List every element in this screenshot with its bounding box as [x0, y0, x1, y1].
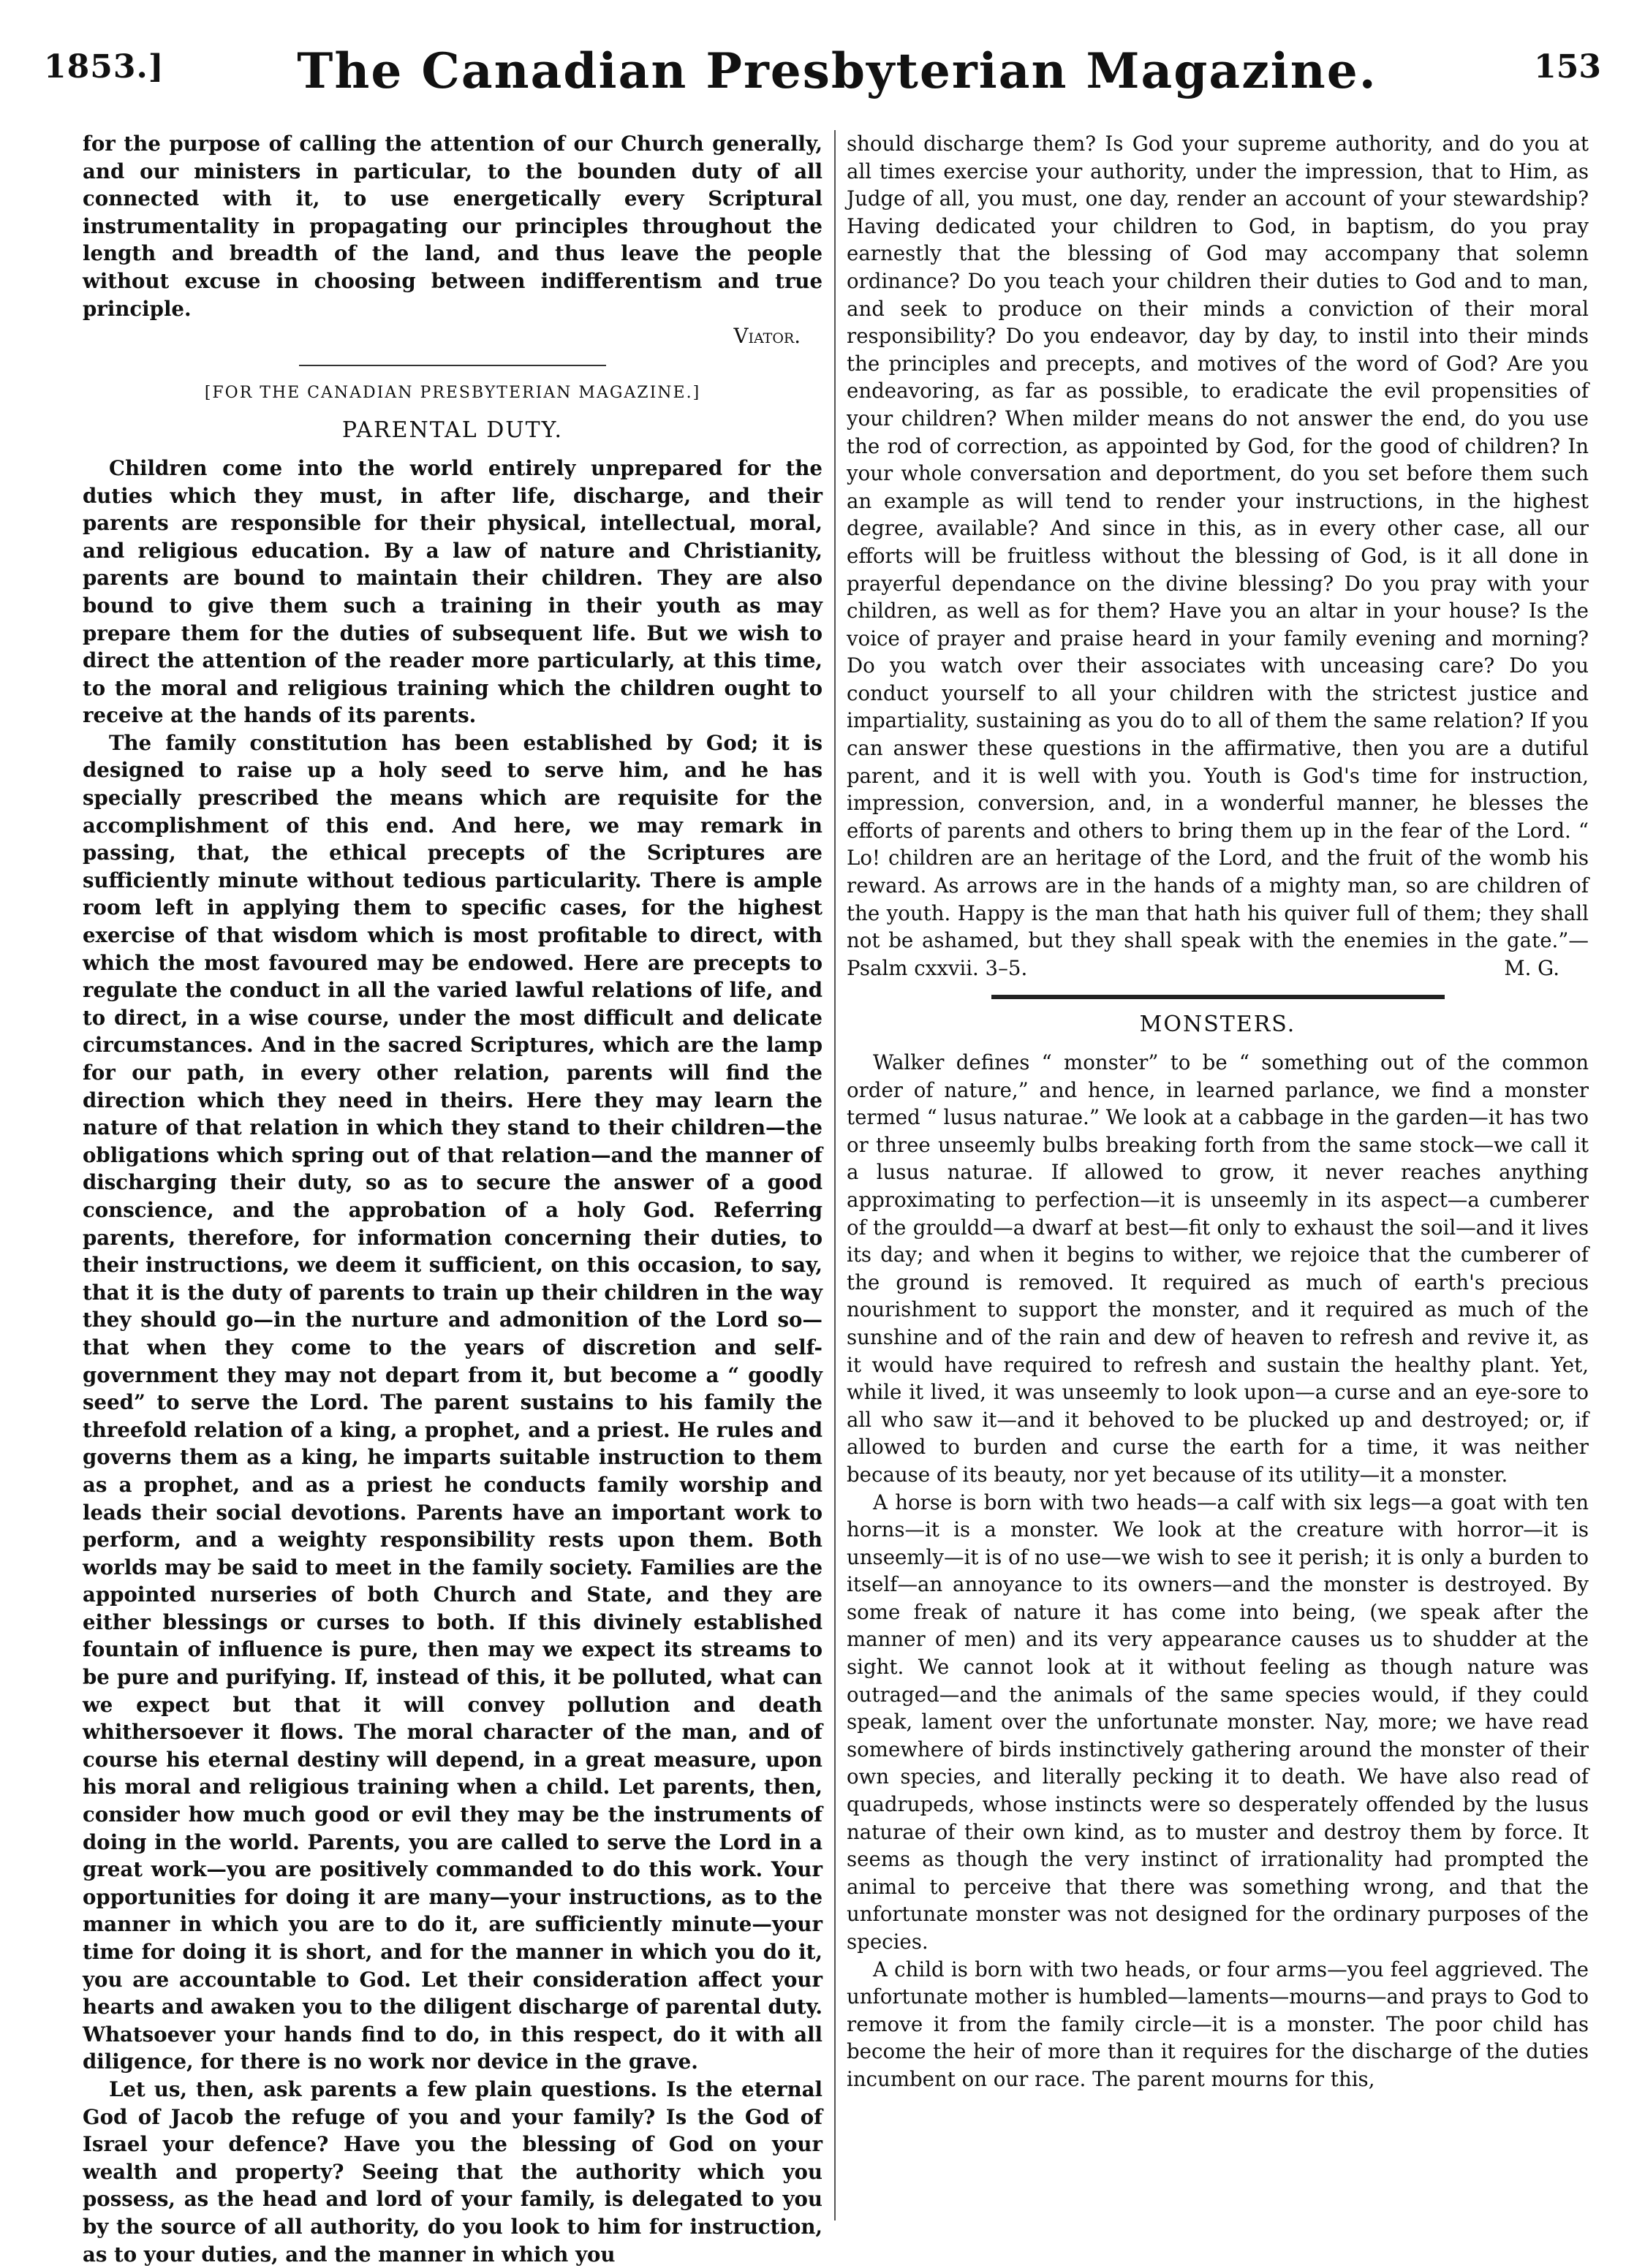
- viator-signature: Viator.: [733, 324, 801, 349]
- magazine-title: The Canadian Presbyterian Magazine.: [297, 42, 1377, 99]
- section-rule: [991, 995, 1445, 999]
- article-paragraph: Children come into the world entirely unprepared for the duties which they must, in after life, discharge, and their parents are responsible for their physical, intellectual, moral, and religious education. By a law of nature and Christianity, parents are bound to maintain their children. They are also bound to give them such a training in their youth as may prepare them for the duties of subsequent life. But we wish to direct the attention of the reader more particularly, at this time, to the moral and religious training which the children ought to receive at the hands of its parents.: [83, 455, 822, 728]
- right-column: [847, 130, 1589, 2093]
- article-paragraph: A horse is born with two heads—a calf with six legs—a goat with ten horns—it is a monster. We look at the creature with horror—it is unseemly—it is of no use—we wish to see it perish; it is only a burden to itself—an annoyance to its owners—and the monster is destroyed. By some freak of nature it has come into being, (we speak after the manner of men) and its very appearance causes us to shudder at the sight. We cannot look at it without feeling as though nature was outraged—and the animals of the same species would, if they could speak, lament over the unfortunate monster. Nay, more; we have read somewhere of birds instinctively gathering around the monster of their own species, and literally pecking it to death. We have also read of quadrupeds, whose instincts were so desperately offended by the lusus naturae of their own kind, as to muster and destroy them by force. It seems as though the very instinct of irrationality had prompted the animal to perceive that there was something wrong, and that the unfortunate monster was not designed for the ordinary purposes of the species.: [847, 1490, 1589, 1954]
- article-paragraph: Let us, then, ask parents a few plain questions. Is the eternal God of Jacob the refuge of you and your family? Is the God of Israel your defence? Have you the blessing of God on your wealth and property? Seeing that the authority which you possess, as the head and lord of your family, is delegated to you by the source of all authority, do you look to him for instruction, as to your duties, and the manner in which you: [83, 2077, 822, 2267]
- article-title-parental-duty: PARENTAL DUTY.: [341, 417, 564, 444]
- viator-closing-paragraph: for the purpose of calling the attention of our Church generally, and our ministers in particular, to the bounden duty of all connected with it, to use energetically every Scriptural instrumentality in propagating our principles throughout the length and breadth of the land, and thus leave the people without excuse in choosing between indifferentism and true principle.: [83, 132, 822, 321]
- article-paragraph: The family constitution has been established by God; it is designed to raise up a holy seed to serve him, and he has specially prescribed the means which are requisite for the accomplishment of this end. And here, we may remark in passing, that, the ethical precepts of the Scriptures are sufficiently minute without tedious particularity. There is ample room left in applying them to specific cases, for the highest exercise of that wisdom which is most profitable to direct, with which the most favoured may be endowed. Here are precepts to regulate the conduct in all the varied lawful relations of life, and to direct, in a wise course, under the most difficult and delicate circumstances. And in the sacred Scriptures, which are the lamp for our path, in every other relation, parents will find the direction which they need in theirs. Here they may learn the nature of that relation in which they stand to their children—the obligations which spring out of that relation—and the manner of discharging their duty, so as to secure the answer of a good conscience, and the approbation of a holy God. Referring parents, therefore, for information concerning their duties, to their instructions, we deem it sufficient, on this occasion, to say, that it is the duty of parents to train up their children in the way they should go—in the nurture and admonition of the Lord so—that when they come to the years of discretion and self-government they may not depart from it, but become a “ goodly seed” to serve the Lord. The parent sustains to his family the threefold relation of a king, a prophet, and a priest. He rules and governs them as a king, he imparts suitable instruction to them as a prophet, and as a priest he conducts family worship and leads their social devotions. Parents have an important work to perform, and a weighty responsibility rests upon them. Both worlds may be said to meet in the family society. Families are the appointed nurseries of both Church and State, and they are either blessings or curses to both. If this divinely established fountain of influence is pure, then may we expect its streams to be pure and purifying. If, instead of this, it be polluted, what can we expect but that it will convey pollution and death whithersoever it flows. The moral character of the man, and of course his eternal destiny will depend, in a great measure, upon his moral and religious training when a child. Let parents, then, consider how much good or evil they may be the instruments of doing in the world. Parents, you are called to serve the Lord in a great work—you are positively commanded to do this work. Your opportunities for doing it are many—your instructions, as to the manner in which you are to do it, are sufficiently minute—your time for doing it is short, and for the manner in which you do it, you are accountable to God. Let their consideration affect your hearts and awaken you to the diligent discharge of parental duty. Whatsoever your hands find to do, in this respect, do it with all diligence, for there is no work nor device in the grave.: [83, 730, 822, 2074]
- article-paragraph: Walker defines “ monster” to be “ something out of the common order of nature,” and hence, in learned parlance, we find a monster termed “ lusus naturae.” We look at a cabbage in the garden—it has two or three unseemly bulbs breaking forth from the same stock—we call it a lusus naturae. If allowed to grow, it never reaches anything approximating to perfection—it is unseemly in its aspect—a cumberer of the grouldd—a dwarf at best—fit only to exhaust the soil—and it lives its day; and when it begins to wither, we rejoice that the cumberer of the ground is removed. It required as much of earth's precious nourishment to support the monster, and it required as much of the sunshine and of the rain and dew of heaven to refresh and revive it, as it would have required to refresh and sustain the healthy plant. Yet, while it lived, it was unseemly to look upon—a curse and an eye-sore to all who saw it—and it behoved to be plucked up and destroyed; or, if allowed to burden and curse the earth for a time, it was neither because of its beauty, nor yet because of its utility—it a monster.: [847, 1050, 1589, 1487]
- article-continuation: should discharge them? Is God your supreme authority, and do you at all times exercise your authority, under the impression, that to Him, as Judge of all, you must, one day, render an account of your stewardship? Having dedicated your children to God, in baptism, do you pray earnestly that the blessing of God may accompany that solemn ordinance? Do you teach your children their duties to God and to man, and seek to produce on their minds a conviction of their moral responsibility? Do you endeavor, day by day, to instil into their minds the principles and precepts, and motives of the word of God? Are you endeavoring, as far as possible, to eradicate the evil propensities of your children? When milder means do not answer the end, do you use the rod of correction, as appointed by God, for the good of children? In your whole conversation and deportment, do you set before them such an example as will tend to render your instructions, in the highest degree, available? And since in this, as in every other case, all our efforts will be fruitless without the blessing of God, is it all done in prayerful dependance on the divine blessing? Do you pray with your children, as well as for them? Have you an altar in your house? Is the voice of prayer and praise heard in your family evening and morning? Do you watch over their associates with unceasing care? Do you conduct yourself to all your children with the strictest justice and impartiality, sustaining as you do to all of them the same relation? If you can answer these questions in the affirmative, then you are a dutiful parent, and it is well with you. Youth is God's time for instruction, impression, conversion, and, in a wonderful manner, he blesses the efforts of parents and others to bring them up in the fear of the Lord. “ Lo! children are an heritage of the Lord, and the fruit of the womb his reward. As arrows are in the hands of a mighty man, so are children of the youth. Happy is the man that hath his quiver full of them; they shall not be ashamed, but they shall speak with the enemies in the gate.”—Psalm cxxvii. 3–5. M. G.: [847, 130, 1589, 982]
- source-line: [FOR THE CANADIAN PRESBYTERIAN MAGAZINE.]: [204, 383, 701, 402]
- page-header: [44, 42, 1601, 108]
- page-number: 153: [1534, 48, 1601, 86]
- article-paragraph: A child is born with two heads, or four arms—you feel aggrieved. The unfortunate mother is humbled—laments—mourns—and prays to God to remove it from the family circle—it is a monster. The poor child has become the heir of more than it requires for the discharge of the duties incumbent on our race. The parent mourns for this,: [847, 1957, 1589, 2091]
- header-year: 1853.]: [44, 48, 164, 86]
- author-signature: M. G.: [1504, 955, 1559, 980]
- column-divider: [834, 130, 836, 2220]
- article-title-monsters: MONSTERS.: [1139, 1012, 1296, 1038]
- left-column: [83, 130, 822, 2268]
- section-rule: [299, 365, 606, 366]
